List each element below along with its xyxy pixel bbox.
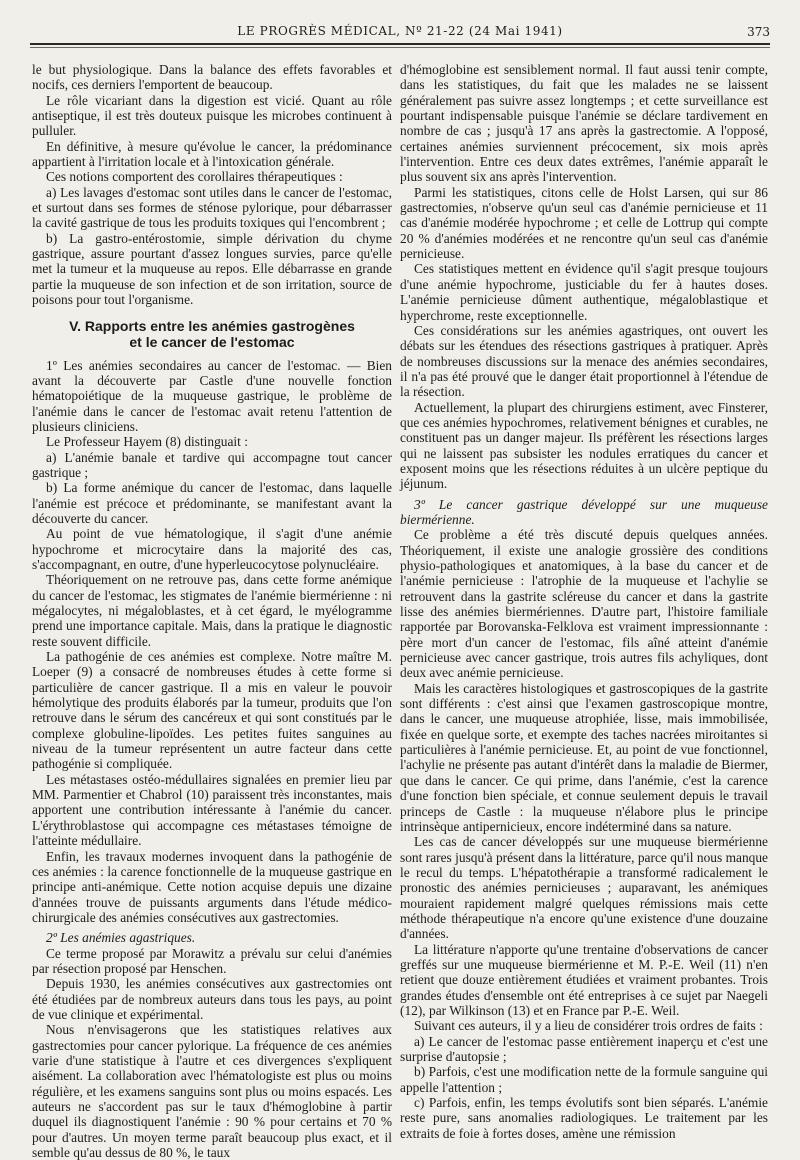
- paragraph: b) La gastro-entérostomie, simple dérivation du chyme gastrique, assure pourtant d'assez longues survies, parce qu'elle met la tumeur et la muqueuse au repos. Elle débarrasse en grande partie la muqueuse de son infection et de son irritation, source de poisons pour tout l'organisme.: [32, 230, 392, 308]
- paragraph: Les cas de cancer développés sur une muqueuse biermérienne sont rares jusqu'à présent dans la littérature, parce qu'il nous manque le recul du temps. L'hépatothérapie a transformé radicalement le pronostic des anémies pernicieuses ; auparavant, les anémiques mouraient rapidement malgré quelques rémissions mais cette méthode thérapeutique n'a encore qu'une existence d'une douzaine d'années.: [400, 834, 768, 942]
- paragraph: Ces considérations sur les anémies agastriques, ont ouvert les débats sur les étendues des résections gastriques à pratiquer. Après de nombreuses discussions sur la menace des anémies secondaires, il n'a pas été prouvé que le danger était proportionnel à l'étendue de la résection.: [400, 322, 768, 400]
- page-header: [30, 24, 770, 46]
- subsection-heading: 3º Le cancer gastrique développé sur une muqueuse biermérienne.: [400, 496, 768, 527]
- paragraph: Mais les caractères histologiques et gastroscopiques de la gastrite sont différents : c'est ainsi que l'examen gastroscopique montre, dans le cancer, une muqueuse atrophiée, lisse, mais immobilisée, fixée en quelque sorte, et exempte des taches nacrées miroitantes si particulières à l'anémie pernicieuse. Et, au point de vue fonctionnel, l'achylie ne présente pas autant d'intérêt dans la maladie de Biermer, que dans le cancer. Ce qui prime, dans l'anémie, c'est la carence d'une fonction bien spéciale, et connue seulement depuis le travail princeps de Castle : la muqueuse n'élabore plus le principe intrinsèque antipernicieux, encore indéterminé dans sa nature.: [400, 680, 768, 834]
- page-number: 373: [747, 25, 770, 39]
- paragraph: a) Les lavages d'estomac sont utiles dans le cancer de l'estomac, et surtout dans ses formes de sténose pylorique, pour débarrasser la cavité gastrique de tous les produits toxiques qui l'encombrent ;: [32, 184, 392, 231]
- paragraph: Ce problème a été très discuté depuis quelques années. Théoriquement, il existe une analogie grossière des conditions physio-pathologiques et anatomiques, à la base du cancer et de l'anémie pernicieuse : l'atrophie de la muqueuse et l'achylie se retrouvent dans la gastrite scléreuse du cancer et dans la gastrite lisse des anémies biermériennes. D'autre part, l'histoire familiale rapportée par Borovanska-Felklova est vraiment impressionnante : père mort d'un cancer de l'estomac, fils aîné atteint d'anémie pernicieuse avec cancer gastrique, trois autres fils achyliques, dont deux avec anémie pernicieuse.: [400, 527, 768, 681]
- left-column: [32, 62, 392, 1160]
- header-rule: [30, 43, 770, 45]
- paragraph: b) Parfois, c'est une modification nette de la formule sanguine qui appelle l'attention ;: [400, 1064, 768, 1095]
- paragraph: Ce terme proposé par Morawitz a prévalu sur celui d'anémies par résection proposé par Henschen.: [32, 945, 392, 976]
- section-title: [32, 318, 392, 350]
- running-head: LE PROGRÈS MÉDICAL, Nº 21-22 (24 Mai 1941): [237, 24, 563, 38]
- paragraph: a) L'anémie banale et tardive qui accompagne tout cancer gastrique ;: [32, 449, 392, 480]
- paragraph: Suivant ces auteurs, il y a lieu de considérer trois ordres de faits :: [414, 1018, 763, 1034]
- paragraph: La pathogénie de ces anémies est complexe. Notre maître M. Loeper (9) a consacré de nombreuses études à cette forme si particulière de cancer gastrique. Il a mis en valeur le pouvoir hémolytique des produits élaborés par la tumeur, produits que l'on retrouve dans le sérum des cancéreux et qui sont constitués par le complexe globuline-lipoïdes. Les petites fuites sanguines au niveau de la tumeur représentent un autre facteur dans cette pathogénie si compliquée.: [32, 649, 392, 772]
- paragraph: Le Professeur Hayem (8) distinguait :: [46, 434, 248, 450]
- paragraph: le but physiologique. Dans la balance des effets favorables et nocifs, ces derniers l'emportent de beaucoup.: [32, 62, 392, 93]
- paragraph: Les métastases ostéo-médullaires signalées en premier lieu par MM. Parmentier et Chabrol (10) paraissent très inconstantes, mais apportent une contribution intéressante à l'anémie du cancer. L'érythroblastose qui accompagne ces métastases témoigne de l'atteinte médullaire.: [32, 771, 392, 849]
- paragraph: c) Parfois, enfin, les temps évolutifs sont bien séparés. L'anémie reste pure, sans anomalies radiologiques. Le traitement par les extraits de foie à fortes doses, amène une rémission: [400, 1095, 768, 1141]
- paragraph: Actuellement, la plupart des chirurgiens estiment, avec Finsterer, que ces anémies hypochromes, relativement bénignes et curables, ne constituent pas un danger majeur. Ils préfèrent les résections larges qui ne laissent pas subsister les nodules erratiques du cancer et exposent moins que les résections réduites à un ulcère peptique du jéjunum.: [400, 399, 768, 492]
- right-column: [400, 62, 768, 1141]
- section-title-line: et le cancer de l'estomac: [129, 333, 295, 350]
- paragraph: Nous n'envisagerons que les statistiques relatives aux gastrectomies pour cancer pylorique. La fréquence de ces anémies varie d'une statistique à l'autre et ces divergences s'expliquent aisément. La collaboration avec l'hématologiste est plus ou moins régulière, et les examens sanguins sont plus ou moins espacés. Les auteurs ne s'accordent pas sur le taux d'hémoglobine à partir duquel ils diagnostiquent l'anémie : 90 % pour certains et 70 % pour d'autres. Un moyen terme paraît beaucoup plus exact, et il semble qu'au dessus de 80 %, le taux: [32, 1022, 392, 1160]
- paragraph: Théoriquement on ne retrouve pas, dans cette forme anémique du cancer de l'estomac, les stigmates de l'anémie biermérienne : ni mégalocytes, ni mégaloblastes, et à cet égard, le myélogramme prend une importance capitale. Mais, dans la pratique le diagnostic reste souvent difficile.: [32, 572, 392, 649]
- paragraph: Enfin, les travaux modernes invoquent dans la pathogénie de ces anémies : la carence fonctionnelle de la muqueuse gastrique en principe anti-anémique. Cette notion acquise depuis une dizaine d'années trouve de puissants arguments dans l'étude médico-chirurgicale des anémies consécutives aux gastrectomies.: [32, 848, 392, 925]
- paragraph: La littérature n'apporte qu'une trentaine d'observations de cancer greffés sur une muqueuse biermérienne et M. P.-E. Weil (11) n'en retient que douze entièrement étudiées et vraiment probantes. Trois grandes études d'ensemble ont été entreprises à ce sujet par Naegeli (12), par Wilkinson (13) et en France par P.-E. Weil.: [400, 941, 768, 1018]
- paragraph: b) La forme anémique du cancer de l'estomac, dans laquelle l'anémie est précoce et prédominante, se manifestant avant la découverte du cancer.: [32, 480, 392, 526]
- paragraph: Depuis 1930, les anémies consécutives aux gastrectomies ont été étudiées par de nombreux auteurs dans tous les pays, au point de vue clinique et expérimental.: [32, 976, 392, 1022]
- paragraph: En définitive, à mesure qu'évolue le cancer, la prédominance appartient à l'irritation locale et à l'intoxication générale.: [32, 138, 392, 170]
- header-rule-thin: [30, 47, 770, 48]
- section-title-line: V. Rapports entre les anémies gastrogènes: [69, 317, 355, 334]
- paragraph: a) Le cancer de l'estomac passe entièrement inaperçu et c'est une surprise d'autopsie ;: [400, 1033, 768, 1064]
- paragraph: Ces statistiques mettent en évidence qu'il s'agit presque toujours d'une anémie hypochrome, justiciable du fer à hautes doses. L'anémie pernicieuse dûment authentique, mégaloblastique et hyperchrome, reste exceptionnelle.: [400, 261, 768, 323]
- paragraph: Parmi les statistiques, citons celle de Holst Larsen, qui sur 86 gastrectomies, n'observe qu'un seul cas d'anémie pernicieuse et 11 cas d'anémie modérée hypochrome ; et celle de Lottrup qui compte 20 % d'anémies modérées et ne rencontre qu'un seul cas d'anémie pernicieuse.: [400, 184, 768, 262]
- paragraph: Ces notions comportent des corollaires thérapeutiques :: [46, 169, 343, 185]
- paragraph: Le rôle vicariant dans la digestion est vicié. Quant au rôle antiseptique, il est très douteux puisque les microbes continuent à pulluler.: [32, 92, 392, 139]
- paragraph: Au point de vue hématologique, il s'agit d'une anémie hypochrome et microcytaire dans la majorité des cas, s'accompagnant, en outre, d'une hyperleucocytose polynucléaire.: [32, 526, 392, 572]
- paragraph: d'hémoglobine est sensiblement normal. Il faut aussi tenir compte, dans les statistiques, du fait que les malades ne se laissent généralement pas suivre assez longtemps ; et cette surveillance est pourtant indispensable puisque l'anémie se déclare tardivement en nombre de cas ; jusqu'à 17 ans après la gastrectomie. A l'opposé, certaines anémies surviennent précocement, six mois après l'intervention. Entre ces deux dates extrêmes, l'anémie apparaît le plus souvent six ans après l'intervention.: [400, 62, 768, 185]
- paragraph: 1º Les anémies secondaires au cancer de l'estomac. — Bien avant la découverte par Castle d'une nouvelle fonction hématopoiétique de la muqueuse gastrique, le problème de l'anémie dans le cancer de l'estomac avait retenu l'attention de plusieurs cliniciens.: [32, 357, 392, 434]
- subsection-heading: 2º Les anémies agastriques.: [46, 930, 196, 946]
